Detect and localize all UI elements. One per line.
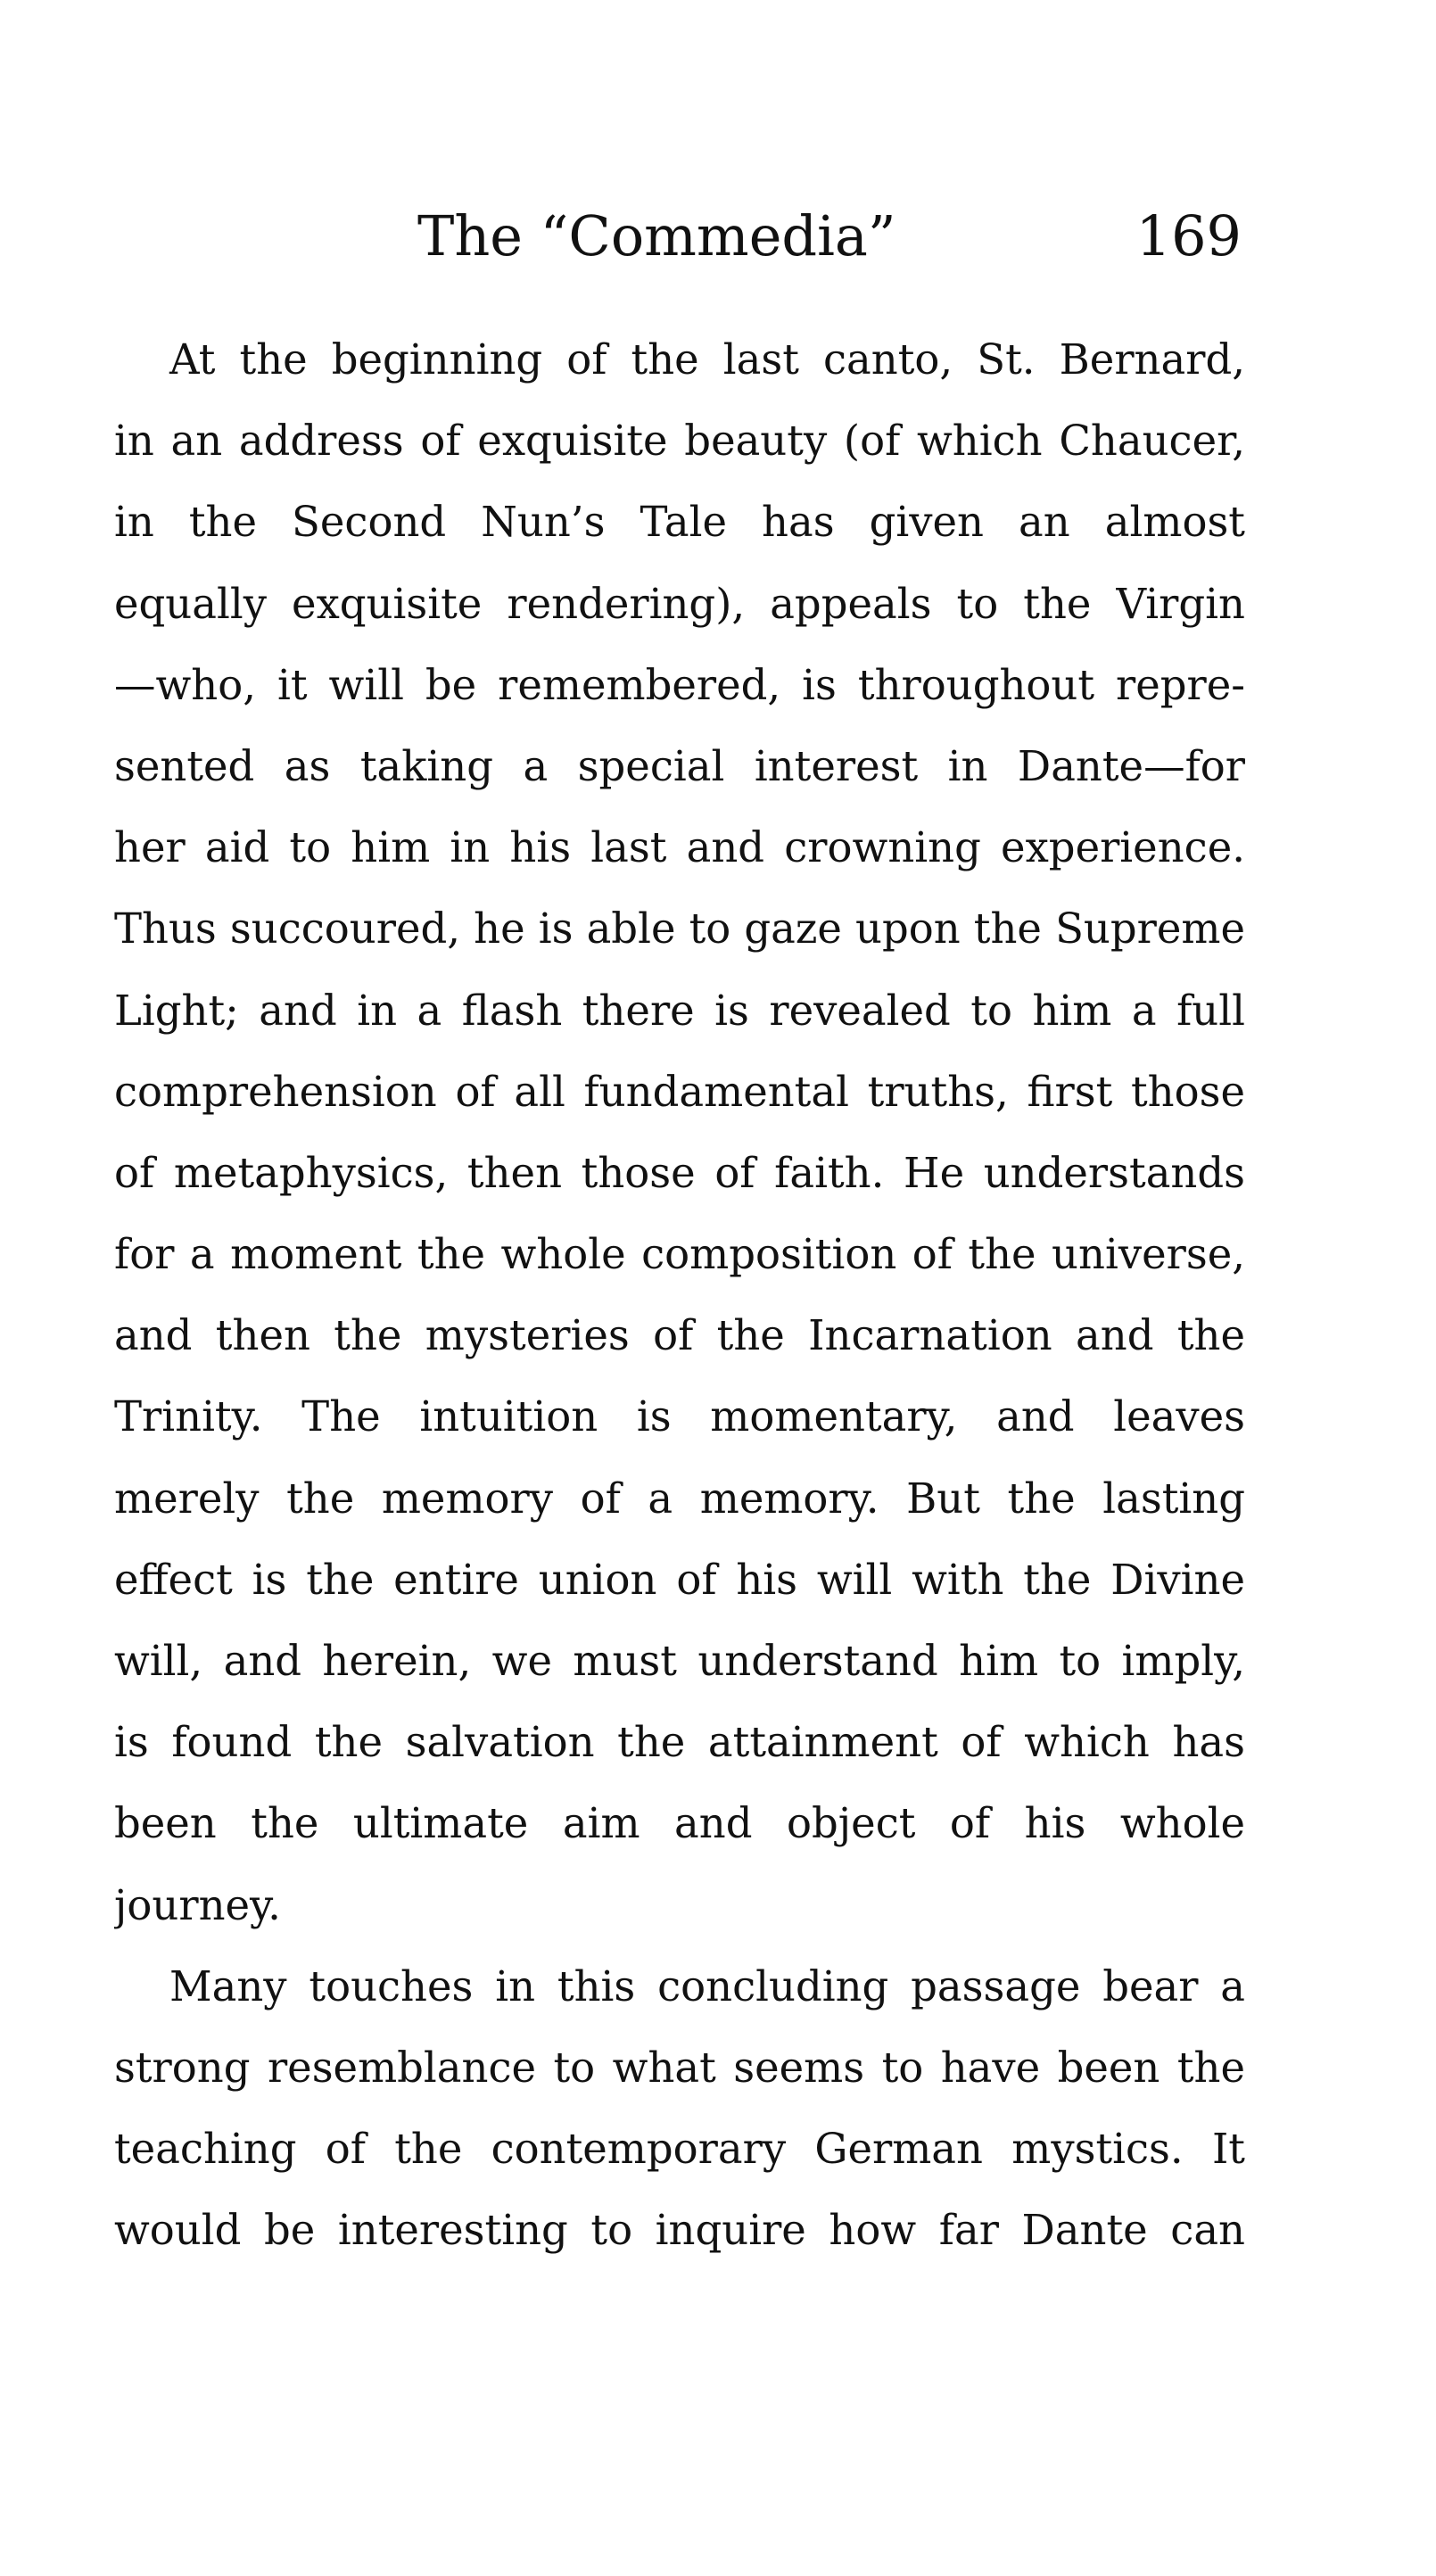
text-line: equally exquisite rendering), appeals to the Virgin <box>114 579 1245 628</box>
paragraph-1 <box>114 319 1245 1946</box>
paragraph-2 <box>114 1946 1245 2272</box>
text-line: merely the memory of a memory. But the lasting <box>114 1474 1245 1523</box>
text-line: in the Second Nun’s Tale has given an almost <box>114 498 1245 547</box>
text-line: been the ultimate aim and object of his whole <box>114 1799 1245 1848</box>
running-title: The “Commedia” <box>417 203 896 268</box>
text-line: and then the mysteries of the Incarnation and the <box>114 1311 1245 1360</box>
text-line: sented as taking a special interest in Dante—for <box>114 741 1245 790</box>
running-header <box>417 196 1242 277</box>
text-line: Light; and in a flash there is revealed to him a full <box>114 986 1245 1035</box>
text-line: her aid to him in his last and crowning experience. <box>114 823 1245 872</box>
text-line: At the beginning of the last canto, St. Bernard, <box>169 335 1245 384</box>
text-line: effect is the entire union of his will with the Divine <box>114 1555 1245 1604</box>
text-line: is found the salvation the attainment of which has <box>114 1718 1245 1767</box>
text-line: journey. <box>114 1880 281 1929</box>
text-line: strong resemblance to what seems to have been the <box>114 2043 1245 2092</box>
text-line: for a moment the whole composition of the universe, <box>114 1230 1245 1279</box>
text-line: comprehension of all fundamental truths, first those <box>114 1067 1245 1116</box>
text-line: in an address of exquisite beauty (of which Chaucer, <box>114 417 1245 466</box>
text-line: of metaphysics, then those of faith. He understands <box>114 1148 1245 1197</box>
text-line: would be interesting to inquire how far Dante can <box>114 2206 1245 2255</box>
text-line: —who, it will be remembered, is throughout repre- <box>114 660 1245 709</box>
text-line: Many touches in this concluding passage bear a <box>169 1961 1245 2010</box>
text-line: Trinity. The intuition is momentary, and leaves <box>114 1392 1245 1441</box>
body-text <box>114 319 1245 2272</box>
page-number: 169 <box>1135 203 1242 268</box>
text-line: Thus succoured, he is able to gaze upon the Supreme <box>114 904 1245 954</box>
text-line: teaching of the contemporary German mystics. It <box>114 2125 1245 2174</box>
text-line: will, and herein, we must understand him to imply, <box>114 1637 1245 1685</box>
